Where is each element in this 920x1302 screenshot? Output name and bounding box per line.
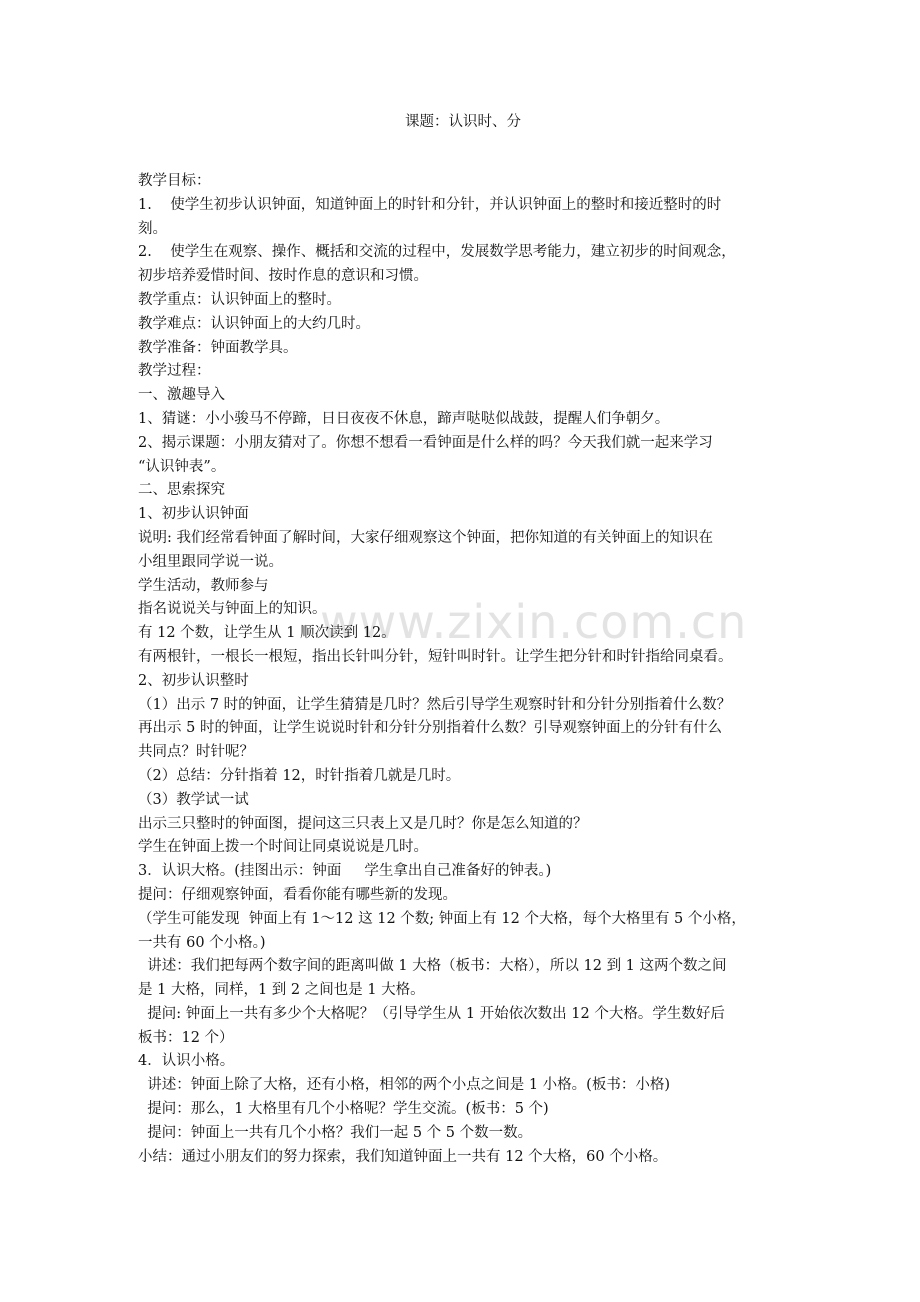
text-line: 提问：仔细观察钟面，看看你能有哪些新的发现。 bbox=[138, 886, 457, 903]
text-line: 指名说说关与钟面上的知识。 bbox=[138, 601, 327, 618]
text-line: “认识钟表”。 bbox=[138, 458, 226, 475]
text-line: 小组里跟同学说一说。 bbox=[138, 553, 283, 570]
text-line: 有 12 个数，让学生从 1 顺次读到 12。 bbox=[138, 625, 396, 642]
text-line: 二、思索探究 bbox=[138, 482, 225, 499]
text-line: 有两根针，一根长一根短，指出长针叫分针，短针叫时针。让学生把分针和时针指给同桌看。 bbox=[138, 648, 733, 665]
text-line: 教学重点：认识钟面上的整时。 bbox=[138, 291, 341, 308]
text-line: 教学过程： bbox=[138, 363, 211, 380]
text-line: 3．认识大格。(挂图出示：钟面 学生拿出自己准备好的钟表。) bbox=[138, 863, 552, 880]
text-line: 教学难点：认识钟面上的大约几时。 bbox=[138, 315, 370, 332]
text-line: 教学目标： bbox=[138, 173, 211, 189]
text-line: 共同点？时针呢？ bbox=[138, 744, 254, 761]
text-line: 讲述：钟面上除了大格，还有小格，相邻的两个小点之间是 1 小格。(板书：小格) bbox=[138, 1077, 670, 1094]
text-line: 提问：钟面上一共有几个小格？我们一起 5 个 5 个数一数。 bbox=[138, 1124, 533, 1141]
text-line: 2、初步认识整时 bbox=[138, 672, 249, 689]
text-line: 出示三只整时的钟面图，提问这三只表上又是几时？你是怎么知道的？ bbox=[138, 815, 588, 832]
watermark: www.zixin.com.cn bbox=[320, 595, 748, 649]
text-line: 刻。 bbox=[138, 220, 167, 237]
text-line: 小结：通过小朋友们的努力探索，我们知道钟面上一共有 12 个大格，60 个小格。 bbox=[138, 1148, 668, 1165]
document-body bbox=[138, 170, 788, 1169]
text-line: （2）总结：分针指着 12，时针指着几就是几时。 bbox=[138, 767, 461, 784]
text-line: 是 1 大格，同样，1 到 2 之间也是 1 大格。 bbox=[138, 982, 425, 999]
text-line: 讲述：我们把每两个数字间的距离叫做 1 大格（板书：大格），所以 12 到 1 这两个数之间 bbox=[138, 958, 727, 975]
text-line: 学生活动，教师参与 bbox=[138, 577, 269, 594]
text-line: 初步培养爱惜时间、按时作息的意识和习惯。 bbox=[138, 268, 428, 285]
text-line: 1、猜谜：小小骏马不停蹄，日日夜夜不休息，蹄声哒哒似战鼓，提醒人们争朝夕。 bbox=[138, 410, 670, 427]
text-line: 4．认识小格。 bbox=[138, 1053, 235, 1070]
text-line: 1. 使学生初步认识钟面，知道钟面上的时针和分针，并认识钟面上的整时和接近整时的时 bbox=[138, 196, 722, 213]
text-line: 教学准备：钟面教学具。 bbox=[138, 339, 298, 356]
text-line: 板书：12 个） bbox=[138, 1029, 234, 1046]
text-line: 说明: 我们经常看钟面了解时间，大家仔细观察这个钟面，把你知道的有关钟面上的知识在 bbox=[138, 529, 713, 546]
document-page bbox=[138, 110, 788, 1169]
document-title: 课题：认识时、分 bbox=[405, 114, 521, 130]
text-line: 2、揭示课题：小朋友猜对了。你想不想看一看钟面是什么样的吗？今天我们就一起来学习 bbox=[138, 434, 713, 451]
text-line: 再出示 5 时的钟面，让学生说说时针和分针分别指着什么数？引导观察钟面上的分针有什么 bbox=[138, 720, 722, 737]
text-line: 提问：那么，1 大格里有几个小格呢？学生交流。(板书：5 个) bbox=[138, 1101, 549, 1118]
text-line: （学生可能发现 钟面上有 1～12 这 12 个数; 钟面上有 12 个大格，每个大格里有 5 个小格， bbox=[138, 910, 746, 927]
text-line: （1）出示 7 时的钟面，让学生猜猜是几时？然后引导学生观察时针和分针分别指着什么数？ bbox=[138, 696, 732, 713]
text-line: 2. 使学生在观察、操作、概括和交流的过程中，发展数学思考能力，建立初步的时间观念， bbox=[138, 244, 736, 261]
text-line: 提问: 钟面上一共有多少个大格呢？（引导学生从 1 开始依次数出 12 个大格。学生数好后 bbox=[138, 1005, 725, 1022]
text-line: 一、激趣导入 bbox=[138, 387, 225, 404]
text-line: （3）教学试一试 bbox=[138, 791, 249, 808]
text-line: 学生在钟面上拨一个时间让同桌说说是几时。 bbox=[138, 839, 428, 856]
text-line: 一共有 60 个小格。) bbox=[138, 934, 266, 951]
text-line: 1、初步认识钟面 bbox=[138, 506, 249, 523]
